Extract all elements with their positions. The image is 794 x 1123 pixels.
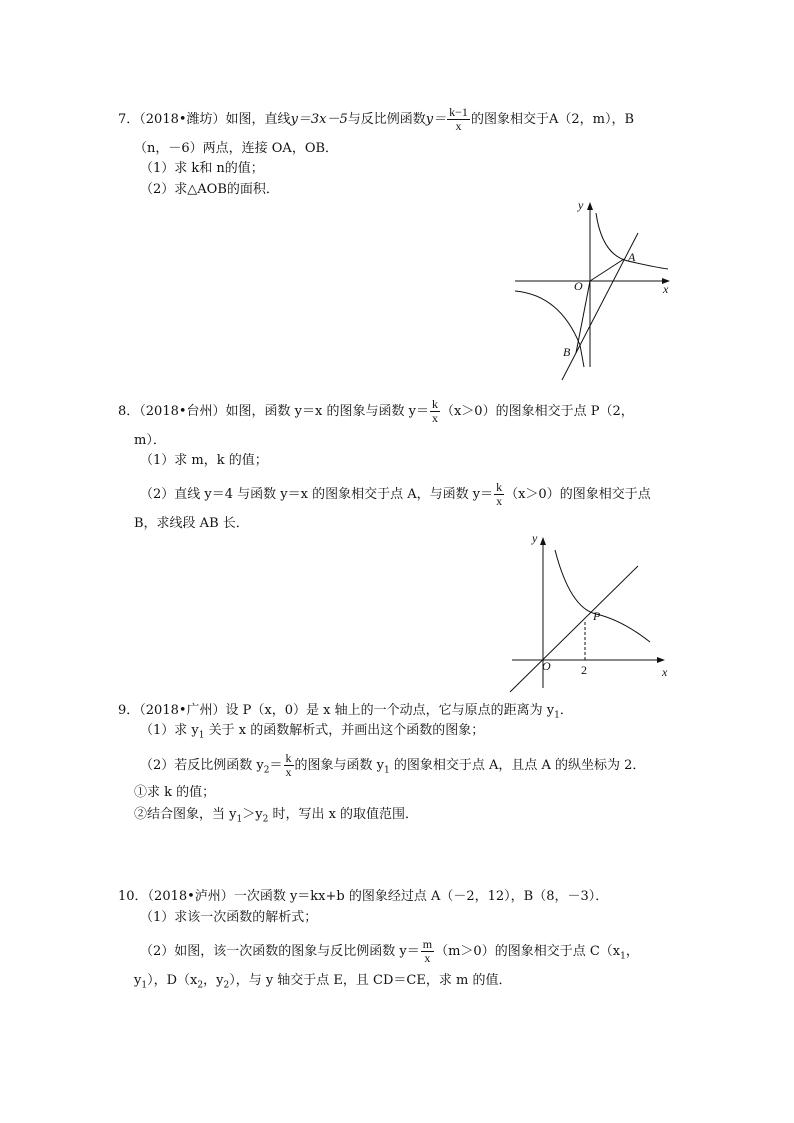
q8-line1: 8．（2018•台州）如图，函数 y＝x 的图象与函数 y＝ $\frac{k}{x}$ （x＞0）的图象相交于点 P（2， bbox=[118, 397, 634, 425]
q7-hyperbola-2 bbox=[515, 291, 584, 367]
q7-label-x: x bbox=[663, 282, 669, 296]
q8-x-arrow bbox=[657, 657, 665, 663]
q10-fraction: $\frac{m}{x}$ bbox=[422, 937, 433, 965]
q10-part2: （2）如图，该一次函数的图象与反比例函数 y＝ $\frac{m}{x}$ （m＞0）的图象相交于点 $C(x_1$， bbox=[140, 937, 639, 965]
q8-number: 8． bbox=[118, 404, 140, 419]
q8-figure bbox=[500, 528, 680, 696]
q7-figure bbox=[510, 195, 680, 385]
q9-part1: （1）求 $y_1$ 关于 x 的函数解析式，并画出这个函数的图象； bbox=[140, 723, 485, 741]
q9-sub2: ②结合图象，当 $y_1>y_2$ 时，写出 x 的取值范围． bbox=[134, 807, 419, 825]
q10-part1: （1）求该一次函数的解析式； bbox=[140, 910, 318, 925]
q8-label-y: y bbox=[532, 531, 538, 545]
q7-line bbox=[562, 233, 638, 380]
q9-line1: 9．（2018•广州）设 P（x，0）是 x 轴上的一个动点，它与原点的距离为 $y_1$． bbox=[118, 703, 573, 721]
q9-part2: （2）若反比例函数 $y_2=$ $\frac{k}{x}$ 的图象与函数 $y_1$ 的图象相交于点 A，且点 A 的纵坐标为 2． bbox=[140, 751, 646, 779]
q7-number: 7． bbox=[118, 112, 140, 127]
q9-sub1: ①求 k 的值； bbox=[134, 785, 216, 800]
q7-source: （2018•潍坊） bbox=[139, 112, 226, 127]
q8-line2: m）． bbox=[134, 433, 166, 448]
q7-y-arrow bbox=[587, 202, 593, 210]
q8-fraction: $\frac{k}{x}$ bbox=[431, 397, 438, 425]
q10-line1: 10．（2018•泸州）一次函数 y＝kx+b 的图象经过点 A（－2，12），B（8，－3）． bbox=[118, 889, 609, 904]
q9-fraction: $\frac{k}{x}$ bbox=[285, 751, 292, 779]
q8-part2: （2）直线 y＝4 与函数 y＝x 的图象相交于点 A，与函数 y＝ $\frac{k}{x}$ （x＞0）的图象相交于点 bbox=[140, 480, 651, 508]
q8-y-arrow bbox=[540, 537, 546, 545]
q10-line3: $y_1$），$D(x_2$，$y_2$），与 y 轴交于点 E，且 CD＝CE，求 m 的值． bbox=[134, 973, 512, 991]
q7-label-A: A bbox=[628, 250, 636, 264]
q9-number: 9． bbox=[118, 703, 140, 718]
q10-source: （2018•泸州） bbox=[147, 889, 234, 904]
q7-label-O: O bbox=[574, 279, 583, 293]
q7-part2: （2）求△AOB的面积． bbox=[140, 182, 279, 197]
q7-label-y: y bbox=[578, 198, 584, 212]
q8-fraction-2: $\frac{k}{x}$ bbox=[496, 480, 503, 508]
q8-line-y-equals-x bbox=[510, 566, 638, 692]
q9-source: （2018•广州） bbox=[139, 703, 226, 718]
q8-source: （2018•台州） bbox=[139, 404, 226, 419]
q8-label-x: x bbox=[662, 665, 668, 679]
q7-line2: （n，－6）两点，连接 OA，OB． bbox=[134, 141, 339, 156]
q10-number: 10． bbox=[118, 889, 148, 904]
q8-part2-cont: B，求线段 AB 长． bbox=[134, 516, 249, 531]
q7-part1: （1）求 k和 n的值； bbox=[140, 161, 264, 176]
q7-label-B: B bbox=[563, 345, 571, 359]
q8-hyperbola bbox=[555, 550, 650, 642]
q8-label-P: P bbox=[593, 609, 601, 623]
q7-line1: 7．（2018•潍坊）如图，直线y＝3x－5与反比例函数y＝ $\frac{k-1}{x}$ 的图象相交于A（2，m），B bbox=[118, 105, 634, 133]
q8-part1: （1）求 m，k 的值； bbox=[140, 453, 268, 468]
q8-label-2: 2 bbox=[581, 663, 587, 677]
q8-label-O: O bbox=[542, 659, 551, 673]
q7-fraction: $\frac{k-1}{x}$ bbox=[449, 105, 468, 133]
